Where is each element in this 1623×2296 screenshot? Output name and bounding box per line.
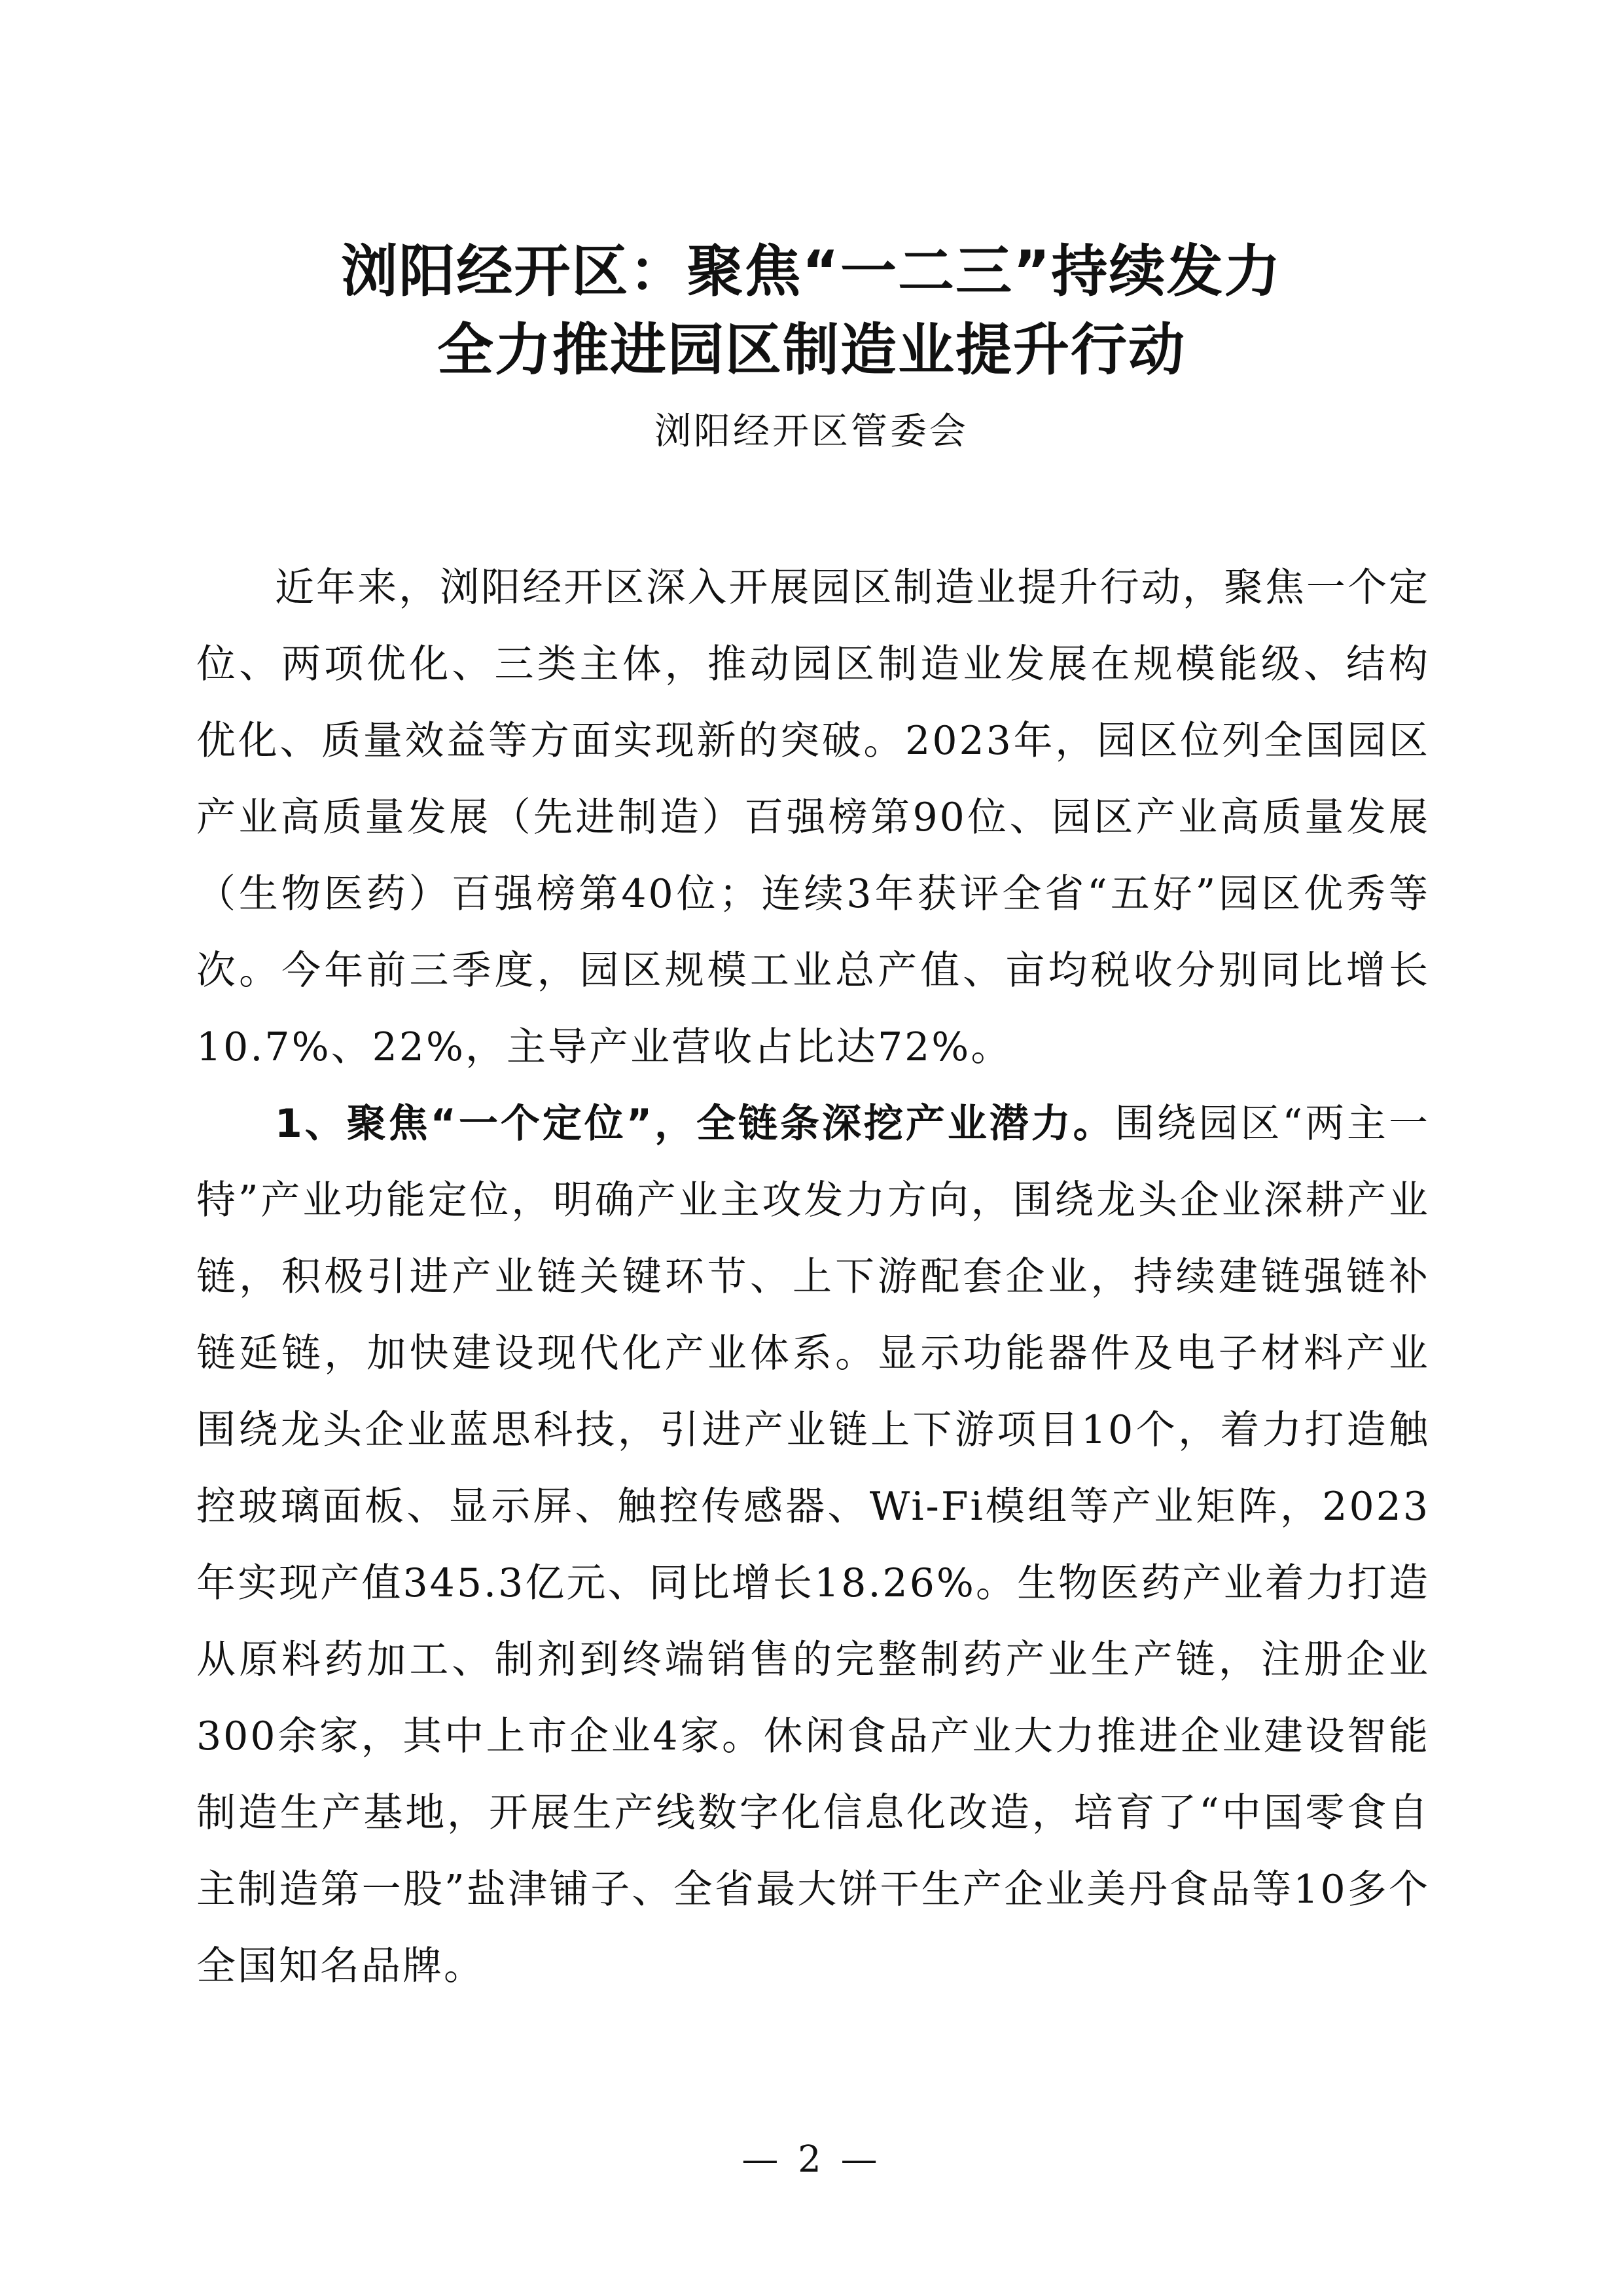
paragraph-section-1 bbox=[196, 1086, 1430, 2005]
document-body bbox=[196, 550, 1430, 2005]
section-1-text: 围绕园区“两主一特”产业功能定位，明确产业主攻发力方向，围绕龙头企业深耕产业链，积极引进产业链关键环节、上下游配套企业，持续建链强链补链延链，加快建设现代化产业体系。显示功能器件及电子材料产业围绕龙头企业蓝思科技，引进产业链上下游项目10个，着力打造触控玻璃面板、显示屏、触控传感器、Wi-Fi模组等产业矩阵，2023年实现产值345.3亿元、同比增长18.26%。生物医药产业着力打造从原料药加工、制剂到终端销售的完整制药产业生产链，注册企业300余家，其中上市企业4家。休闲食品产业大力推进企业建设智能制造生产基地，开展生产线数字化信息化改造，培育了“中国零食自主制造第一股”盐津铺子、全省最大饼干生产企业美丹食品等10多个全国知名品牌。 bbox=[196, 1101, 1430, 1989]
document-title-line-1: 浏阳经开区：聚焦“一二三”持续发力 bbox=[341, 239, 1282, 304]
paragraph-intro: 近年来，浏阳经开区深入开展园区制造业提升行动，聚焦一个定位、两项优化、三类主体，推动园区制造业发展在规模能级、结构优化、质量效益等方面实现新的突破。2023年，园区位列全国园区产业高质量发展（先进制造）百强榜第90位、园区产业高质量发展（生物医药）百强榜第40位；连续3年获评全省“五好”园区优秀等次。今年前三季度，园区规模工业总产值、亩均税收分别同比增长10.7%、22%，主导产业营收占比达72%。 bbox=[196, 565, 1430, 1070]
section-1-heading: 1、聚焦“一个定位”，全链条深挖产业潜力。 bbox=[275, 1101, 1115, 1147]
document-title-line-2: 全力推进园区制造业提升行动 bbox=[437, 317, 1186, 383]
document-author: 浏阳经开区管委会 bbox=[654, 410, 969, 453]
page-number: — 2 — bbox=[741, 2138, 882, 2181]
